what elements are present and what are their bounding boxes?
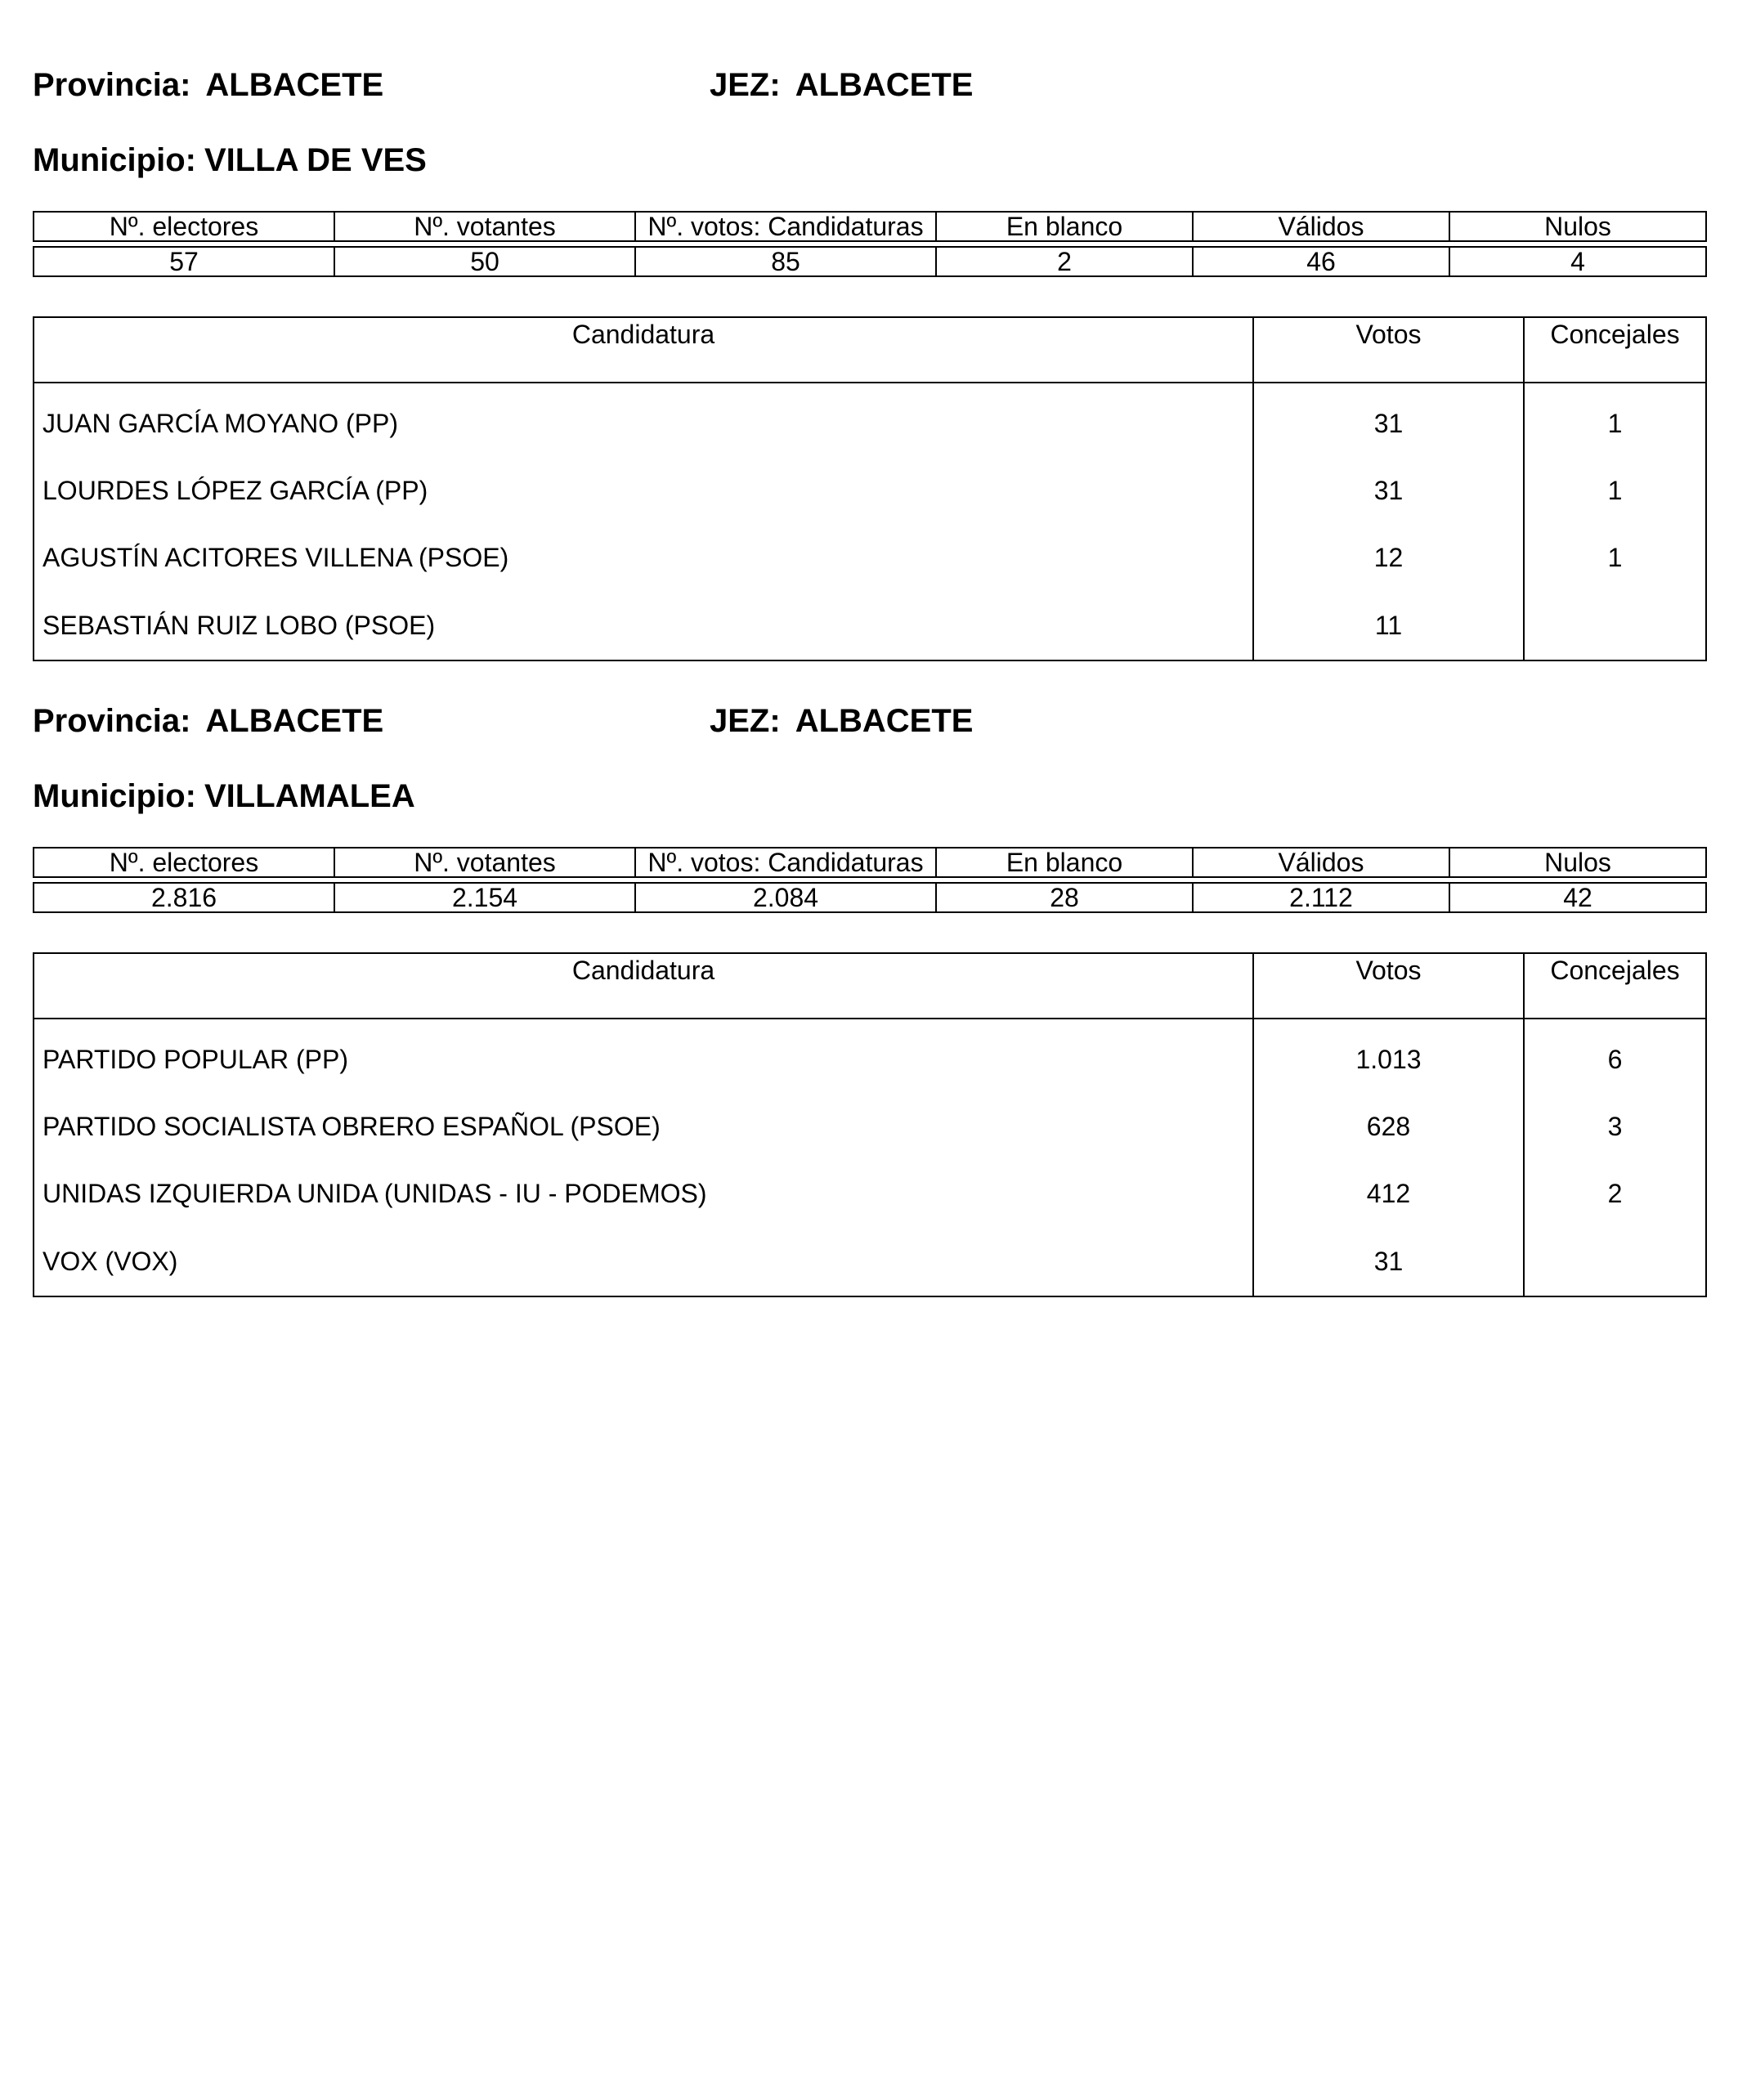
stats-header-electores: Nº. electores	[34, 212, 334, 241]
provincia-label: Provincia:	[33, 67, 191, 103]
stats-header-table	[33, 847, 1707, 878]
candidates-table	[33, 952, 1707, 1297]
candidate-name: JUAN GARCÍA MOYANO (PP)	[34, 383, 1253, 457]
candidates-table	[33, 316, 1707, 661]
stats-header-votantes: Nº. votantes	[334, 212, 635, 241]
municipio-line	[33, 141, 427, 180]
provincia-line	[33, 701, 383, 741]
candidatura-header: Candidatura	[34, 317, 1253, 383]
candidate-concejales: 1	[1524, 457, 1706, 524]
stats-value-en-blanco: 2	[936, 247, 1193, 276]
candidate-name: UNIDAS IZQUIERDA UNIDA (UNIDAS - IU - PODEMOS)	[34, 1160, 1253, 1227]
candidate-concejales: 6	[1524, 1019, 1706, 1093]
stats-header-electores: Nº. electores	[34, 848, 334, 877]
stats-header-votantes: Nº. votantes	[334, 848, 635, 877]
stats-value-electores: 2.816	[34, 883, 334, 912]
stats-header-nulos: Nulos	[1449, 212, 1706, 241]
municipio-label: Municipio:	[33, 778, 196, 814]
stats-header-en-blanco: En blanco	[936, 848, 1193, 877]
stats-value-nulos: 42	[1449, 883, 1706, 912]
municipio-value: VILLA DE VES	[204, 142, 427, 178]
stats-header-en-blanco: En blanco	[936, 212, 1193, 241]
candidate-name: PARTIDO SOCIALISTA OBRERO ESPAÑOL (PSOE)	[34, 1093, 1253, 1160]
candidate-concejales	[1524, 1227, 1706, 1296]
provincia-line	[33, 65, 383, 105]
votos-header: Votos	[1253, 953, 1524, 1019]
table-row	[34, 1227, 1706, 1296]
stats-value-votantes: 2.154	[334, 883, 635, 912]
stats-header-nulos: Nulos	[1449, 848, 1706, 877]
table-row	[34, 524, 1706, 591]
stats-value-nulos: 4	[1449, 247, 1706, 276]
candidate-votos: 412	[1253, 1160, 1524, 1227]
stats-value-votos-candidaturas: 85	[635, 247, 936, 276]
candidatura-header: Candidatura	[34, 953, 1253, 1019]
candidate-votos: 31	[1253, 457, 1524, 524]
municipio-label: Municipio:	[33, 142, 196, 178]
candidate-votos: 1.013	[1253, 1019, 1524, 1093]
table-row	[34, 1019, 1706, 1093]
jez-line	[710, 701, 973, 741]
candidate-name: VOX (VOX)	[34, 1227, 1253, 1296]
jez-value: ALBACETE	[795, 703, 974, 739]
candidate-votos: 12	[1253, 524, 1524, 591]
stats-header-votos-candidaturas: Nº. votos: Candidaturas	[635, 848, 936, 877]
stats-value-votos-candidaturas: 2.084	[635, 883, 936, 912]
stats-header-validos: Válidos	[1193, 848, 1449, 877]
municipio-value: VILLAMALEA	[204, 778, 415, 814]
table-row	[34, 457, 1706, 524]
votos-header: Votos	[1253, 317, 1524, 383]
candidate-concejales	[1524, 591, 1706, 660]
jez-line	[710, 65, 973, 105]
candidate-concejales: 2	[1524, 1160, 1706, 1227]
concejales-header: Concejales	[1524, 953, 1706, 1019]
jez-label: JEZ:	[710, 703, 781, 739]
candidate-concejales: 1	[1524, 524, 1706, 591]
stats-values-table	[33, 246, 1707, 277]
stats-value-validos: 46	[1193, 247, 1449, 276]
candidate-votos: 11	[1253, 591, 1524, 660]
jez-label: JEZ:	[710, 67, 781, 103]
table-row	[34, 1160, 1706, 1227]
stats-value-votantes: 50	[334, 247, 635, 276]
candidate-votos: 31	[1253, 1227, 1524, 1296]
provincia-value: ALBACETE	[205, 67, 384, 103]
candidate-name: AGUSTÍN ACITORES VILLENA (PSOE)	[34, 524, 1253, 591]
stats-value-validos: 2.112	[1193, 883, 1449, 912]
municipio-line	[33, 777, 415, 816]
candidate-name: SEBASTIÁN RUIZ LOBO (PSOE)	[34, 591, 1253, 660]
candidate-concejales: 3	[1524, 1093, 1706, 1160]
provincia-label: Provincia:	[33, 703, 191, 739]
table-row	[34, 591, 1706, 660]
table-row	[34, 1093, 1706, 1160]
stats-header-table	[33, 211, 1707, 242]
candidate-name: PARTIDO POPULAR (PP)	[34, 1019, 1253, 1093]
jez-value: ALBACETE	[795, 67, 974, 103]
stats-values-table	[33, 882, 1707, 913]
table-row	[34, 383, 1706, 457]
candidate-name: LOURDES LÓPEZ GARCÍA (PP)	[34, 457, 1253, 524]
stats-value-electores: 57	[34, 247, 334, 276]
stats-value-en-blanco: 28	[936, 883, 1193, 912]
stats-header-votos-candidaturas: Nº. votos: Candidaturas	[635, 212, 936, 241]
provincia-value: ALBACETE	[205, 703, 384, 739]
concejales-header: Concejales	[1524, 317, 1706, 383]
stats-header-validos: Válidos	[1193, 212, 1449, 241]
candidate-votos: 31	[1253, 383, 1524, 457]
candidate-votos: 628	[1253, 1093, 1524, 1160]
candidate-concejales: 1	[1524, 383, 1706, 457]
